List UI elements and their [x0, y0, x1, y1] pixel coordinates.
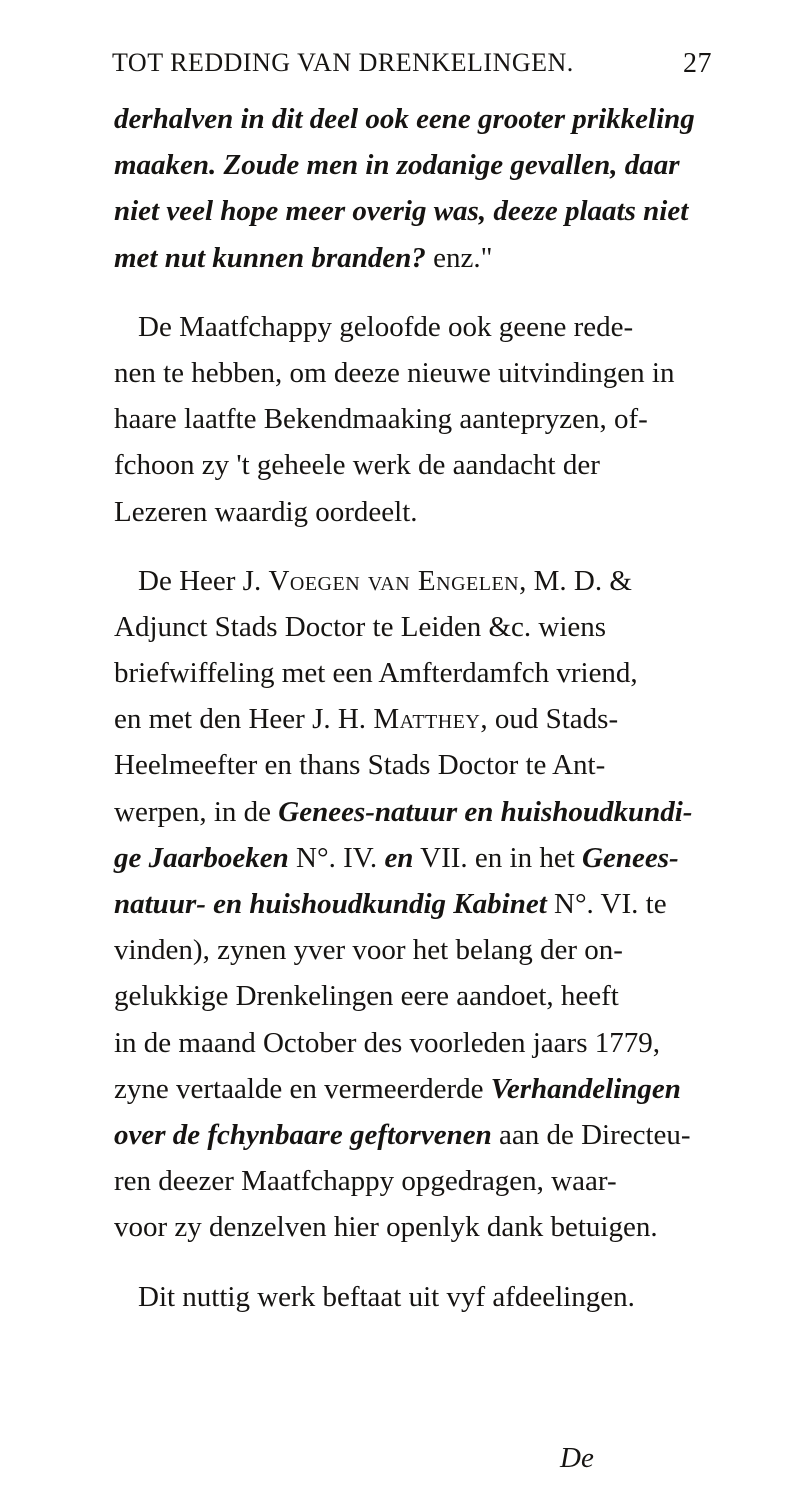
text-line: gelukkige Drenkelingen eere aandoet, heeft: [114, 980, 619, 1013]
text-line: Lezeren waardig oordeelt.: [114, 495, 418, 528]
text-line: derhalven in dit deel ook eene grooter prikkeling: [114, 103, 695, 135]
text-run: en met den Heer J. H.: [114, 703, 374, 736]
text-line: [114, 835, 724, 881]
text-line: [114, 696, 724, 742]
paragraph-gap: [114, 535, 724, 558]
text-line: vinden), zynen yver voor het belang der on-: [114, 934, 623, 967]
quote-close: enz.": [425, 241, 493, 274]
text-line: [114, 1112, 724, 1158]
text-line: ren deezer Maatfchappy opgedragen, waar-: [114, 1165, 617, 1198]
publication-title: Genees-: [582, 841, 679, 874]
text-line: [114, 881, 724, 927]
body-text: [114, 96, 724, 1320]
text-run: N°. VI. te: [546, 888, 667, 920]
text-run: N°. IV.: [288, 841, 385, 874]
running-head: [112, 48, 712, 84]
publication-title: over de fchynbaare geftorvenen: [114, 1118, 492, 1151]
publication-title: ge Jaarboeken: [114, 841, 289, 874]
publication-title: Genees-natuur en huishoudkundi-: [278, 795, 693, 828]
catchword: De: [560, 1442, 594, 1474]
quote-ending: met nut kunnen branden?: [114, 241, 426, 274]
text-line: Adjunct Stads Doctor te Leiden &c. wiens: [114, 610, 607, 643]
text-line: De Maatfchappy geloofde ook geene rede-: [138, 310, 634, 343]
text-line: Dit nuttig werk beftaat uit vyf afdeelingen.: [138, 1280, 635, 1313]
text-line: briefwiffeling met een Amfterdamfch vriend,: [114, 657, 638, 690]
text-line: [114, 1066, 724, 1112]
text-line: in de maand October des voorleden jaars 1779,: [114, 1026, 660, 1059]
text-run: De Heer J.: [138, 564, 269, 597]
publication-title: natuur- en huishoudkundig Kabinet: [114, 888, 547, 920]
text-run: en: [384, 841, 414, 874]
text-line: haare laatfte Bekendmaaking aantepryzen, of-: [114, 403, 648, 436]
paragraph-gap: [114, 281, 724, 304]
page-number: 27: [683, 48, 712, 79]
text-line: fchoon zy 't geheele werk de aandacht der: [114, 449, 600, 482]
text-run: VII. en in het: [413, 841, 583, 874]
person-name: Matthey: [373, 703, 481, 736]
text-run: , oud Stads-: [480, 703, 619, 736]
text-run: aan de Directeu-: [491, 1118, 691, 1151]
text-line: Heelmeefter en thans Stads Doctor te Ant-: [114, 749, 606, 782]
text-line: maaken. Zoude men in zodanige gevallen, daar: [114, 149, 680, 182]
text-line: [114, 235, 724, 281]
text-line: niet veel hope meer overig was, deeze plaats niet: [114, 195, 689, 228]
text-run: werpen, in de: [114, 795, 279, 828]
person-name: Voegen van Engelen: [268, 564, 520, 597]
text-line: [114, 558, 724, 604]
text-run: zyne vertaalde en vermeerderde: [114, 1072, 491, 1105]
text-line: nen te hebben, om deeze nieuwe uitvindingen in: [114, 356, 675, 389]
text-line: [114, 789, 724, 835]
publication-title: Verhandelingen: [490, 1072, 681, 1105]
text-run: , M. D. &: [519, 564, 632, 597]
text-line: voor zy denzelven hier openlyk dank betuigen.: [114, 1211, 658, 1244]
running-title: TOT REDDING VAN DRENKELINGEN.: [112, 48, 574, 77]
paragraph-gap: [114, 1251, 724, 1274]
